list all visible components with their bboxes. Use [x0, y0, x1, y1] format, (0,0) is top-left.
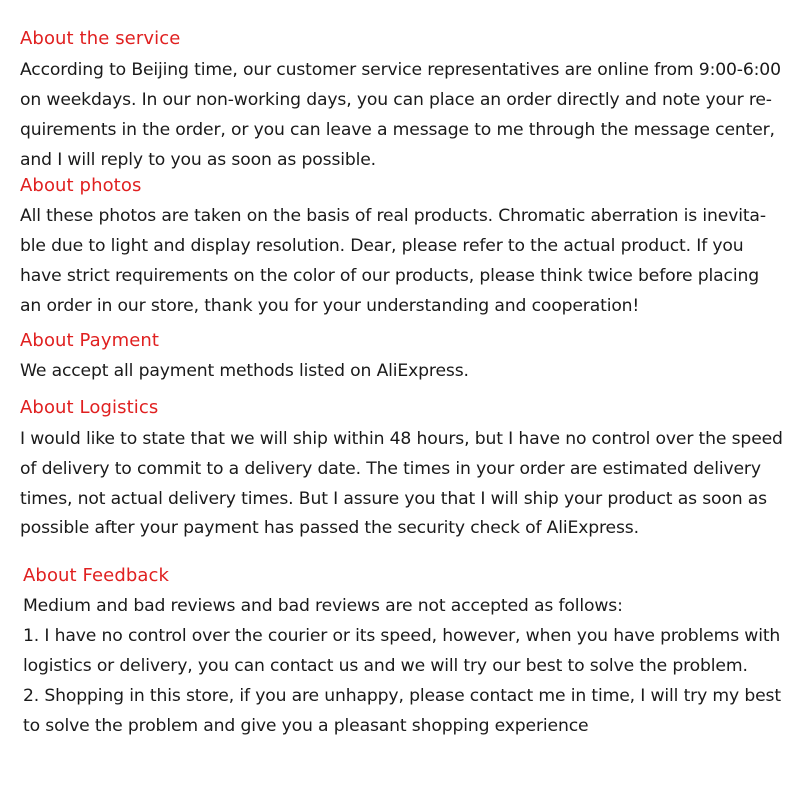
photos-text-line: ble due to light and display resolution. Dear, please refer to the actual product. If you — [20, 236, 744, 256]
section-heading-payment: About Payment — [20, 330, 160, 351]
service-text-line: and I will reply to you as soon as possible. — [20, 150, 376, 170]
feedback-text-line: Medium and bad reviews and bad reviews are not accepted as follows: — [23, 596, 623, 616]
logistics-text-line: possible after your payment has passed the security check of AliExpress. — [20, 518, 639, 538]
section-heading-photos: About photos — [20, 175, 142, 196]
photos-text-line: an order in our store, thank you for your understanding and cooperation! — [20, 296, 640, 316]
feedback-text-line: 2. Shopping in this store, if you are unhappy, please contact me in time, I will try my best — [23, 686, 781, 706]
section-heading-logistics: About Logistics — [20, 397, 159, 418]
service-text-line: According to Beijing time, our customer service representatives are online from 9:00-6:00 — [20, 60, 781, 80]
service-text-line: on weekdays. In our non-working days, you can place an order directly and note your re- — [20, 90, 772, 110]
section-heading-service: About the service — [20, 28, 181, 49]
logistics-text-line: times, not actual delivery times. But I assure you that I will ship your product as soon as — [20, 489, 767, 509]
photos-text-line: All these photos are taken on the basis of real products. Chromatic aberration is inevita- — [20, 206, 766, 226]
section-heading-feedback: About Feedback — [23, 565, 170, 586]
logistics-text-line: I would like to state that we will ship within 48 hours, but I have no control over the speed — [20, 429, 783, 449]
photos-text-line: have strict requirements on the color of our products, please think twice before placing — [20, 266, 759, 286]
payment-text-line: We accept all payment methods listed on AliExpress. — [20, 361, 469, 381]
feedback-text-line: 1. I have no control over the courier or its speed, however, when you have problems with — [23, 626, 781, 646]
service-text-line: quirements in the order, or you can leave a message to me through the message center, — [20, 120, 775, 140]
feedback-text-line: logistics or delivery, you can contact us and we will try our best to solve the problem. — [23, 656, 748, 676]
logistics-text-line: of delivery to commit to a delivery date. The times in your order are estimated delivery — [20, 459, 761, 479]
feedback-text-line: to solve the problem and give you a pleasant shopping experience — [23, 716, 589, 736]
